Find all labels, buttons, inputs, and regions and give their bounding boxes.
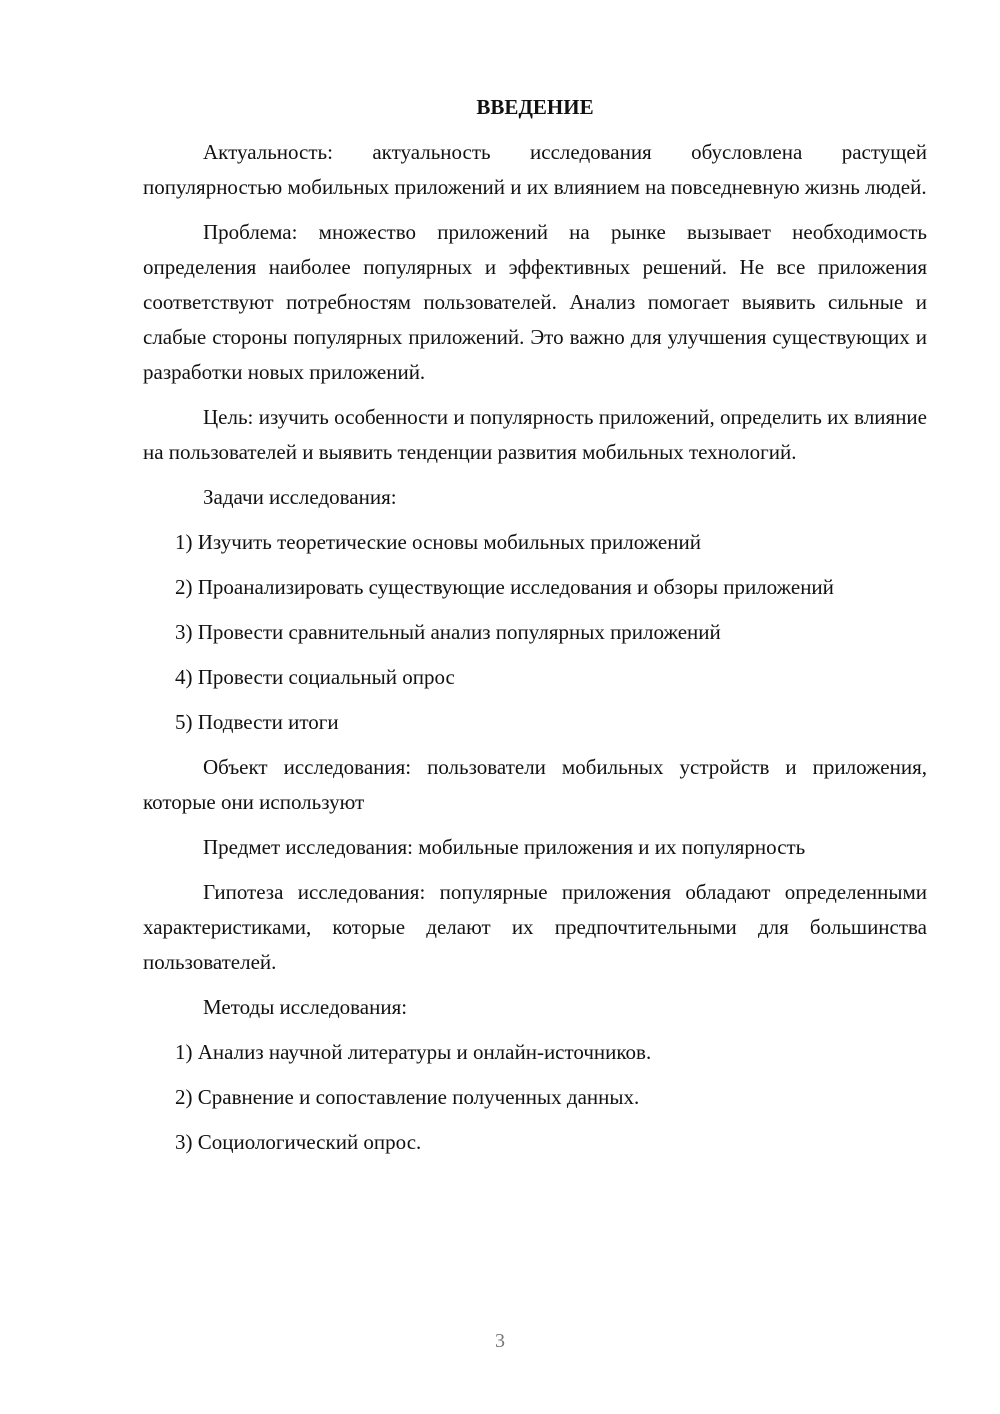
document-page [143, 90, 927, 1170]
list-item: 3) Провести сравнительный анализ популярных приложений [175, 620, 721, 644]
paragraph-object: Объект исследования: пользователи мобильных устройств и приложения, которые они используют [143, 755, 927, 814]
paragraph-hypothesis: Гипотеза исследования: популярные приложения обладают определенными характеристиками, которые делают их предпочтительными для большинства пользователей. [143, 880, 927, 974]
list-item: 5) Подвести итоги [175, 710, 339, 734]
section-title: ВВЕДЕНИЕ [476, 95, 594, 119]
paragraph-goal: Цель: изучить особенности и популярность приложений, определить их влияние на пользователей и выявить тенденции развития мобильных технологий. [143, 405, 927, 464]
methods-list [143, 1035, 927, 1160]
tasks-heading: Задачи исследования: [203, 485, 397, 509]
paragraph-relevance: Актуальность: актуальность исследования обусловлена растущей популярностью мобильных приложений и их влиянием на повседневную жизнь людей. [143, 140, 927, 199]
methods-heading: Методы исследования: [203, 995, 408, 1019]
paragraph-problem: Проблема: множество приложений на рынке вызывает необходимость определения наиболее популярных и эффективных решений. Не все приложения соответствуют потребностям пользователей. Анализ помогает выявить сильные и слабые стороны популярных приложений. Это важно для улучшения существующих и разработки новых приложений. [143, 220, 927, 384]
list-item: 3) Социологический опрос. [175, 1130, 422, 1154]
list-item: 4) Провести социальный опрос [175, 665, 455, 689]
list-item: 2) Проанализировать существующие исследования и обзоры приложений [175, 575, 834, 599]
paragraph-subject: Предмет исследования: мобильные приложения и их популярность [203, 835, 806, 859]
page-number: 3 [495, 1330, 505, 1352]
list-item: 1) Изучить теоретические основы мобильных приложений [175, 530, 701, 554]
tasks-list [143, 525, 927, 740]
list-item: 2) Сравнение и сопоставление полученных данных. [175, 1085, 640, 1109]
list-item: 1) Анализ научной литературы и онлайн-источников. [175, 1040, 652, 1064]
